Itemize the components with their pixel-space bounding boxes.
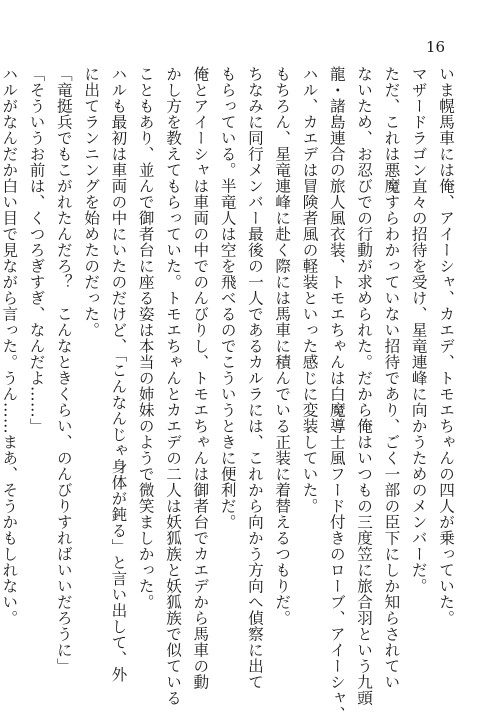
text-line: 龍・諸島連合の旅人風衣装、トモエちゃんは白魔導士風フード付きのローブ、アイーシャ、 — [327, 66, 346, 722]
text-line: 「竜挺兵でもこがれたんだろ？ こんなときくらい、のんびりすればいいだろうに」 — [54, 66, 73, 674]
text-line: もらっている。半竜人は空を飛べるのでこういうときに便利だ。 — [218, 66, 237, 530]
novel-text — [0, 66, 459, 722]
text-line: マザードラゴン直々の招待を受け、星竜連峰に向かうためのメンバーだ。 — [409, 66, 428, 594]
text-line: ないため、お忍びでの行動が求められた。だから俺はいつもの三度笠に旅合羽という九頭 — [355, 66, 374, 706]
text-line: ちなみに同行メンバー最後の一人であるカルラには、これから向かう方向へ偵察に出て — [245, 66, 264, 690]
text-line: かし方を教えてもらっていた。トモエちゃんとカエデの二人は妖狐族と妖狐族で似ている — [164, 66, 183, 706]
text-line: ハルも最初は車両の中にいたのだけど、「こんなんじゃ身体が鈍る」と言い出して、外 — [109, 66, 128, 683]
text-line: いま幌馬車には俺、アイーシャ、カエデ、トモエちゃんの四人が乗っていた。 — [437, 66, 455, 626]
page-number: 16 — [426, 38, 446, 56]
text-line: ハル、カエデは冒険者風の軽装といった感じに変装していた。 — [300, 66, 319, 514]
text-line: 「そういうお前は、くつろぎすぎ、なんだよ……」 — [27, 66, 46, 434]
text-line: もちろん、星竜連峰に赴く際には馬車に積んでいる正装に着替えるつもりだ。 — [273, 66, 292, 626]
text-line: こともあり、並んで御者台に座る姿は本当の姉妹のようで微笑ましかった。 — [136, 66, 155, 610]
text-line: ただ、これは悪魔すらわかっていない招待であり、ごく一部の臣下にしか知らされてい — [382, 66, 401, 690]
text-line: に出てランニングを始めたのだった。 — [82, 66, 101, 338]
text-line: ハルがなんだか白い目で見ながら言った。うん……まあ、そうかもしれない。 — [0, 66, 19, 626]
text-line: 俺とアイーシャは車両の中でのんびりし、トモエちゃんは御者台でカエデから馬車の動 — [191, 66, 210, 690]
